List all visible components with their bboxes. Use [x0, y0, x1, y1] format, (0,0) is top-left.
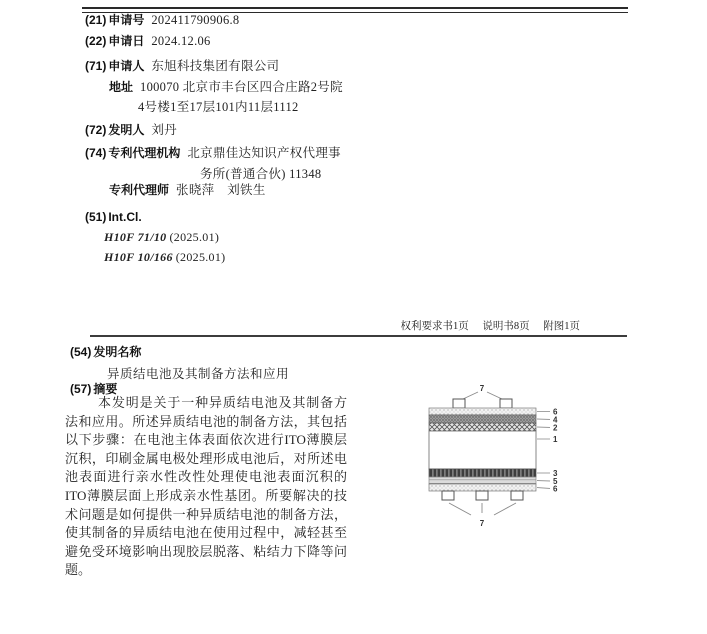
abstract-line: 法和应用。所述异质结电池的制备方法，其包括 — [65, 413, 347, 429]
pages-note — [380, 318, 580, 333]
field-invention-title — [70, 345, 148, 359]
layer-6-bottom — [429, 484, 536, 491]
applicant-name: 东旭科技集团有限公司 — [151, 59, 280, 73]
top-electrodes-label: 7 — [479, 384, 485, 393]
ipc-class-1-date: (2025.01) — [169, 230, 220, 244]
agency-name-line2: 务所(普通合伙) 11348 — [200, 167, 322, 181]
invention-title: 异质结电池及其制备方法和应用 — [107, 367, 290, 381]
leader-layer-2 — [537, 427, 550, 428]
layer-3 — [429, 469, 536, 477]
abstract-line: 以下步骤：在电池主体表面依次进行ITO薄膜层 — [65, 432, 347, 448]
bottom-electrode-3 — [511, 491, 523, 500]
layer-1-body — [429, 431, 536, 469]
field-label-invention-title: 发明名称 — [93, 345, 142, 359]
layer-2 — [429, 423, 536, 431]
layer-6-top-label: 6 — [553, 407, 558, 417]
filing-date-value: 2024.12.06 — [151, 34, 211, 48]
leader-bottom-right — [494, 503, 516, 515]
abstract-text — [65, 394, 347, 580]
layer-1-label: 1 — [553, 435, 558, 444]
description-pages: 说明书8页 — [482, 321, 530, 332]
bottom-electrodes-label: 7 — [479, 519, 485, 528]
leader-top-left — [463, 392, 478, 399]
abstract-line: ITO薄膜层面上形成亲水性基团。所要解决的技 — [65, 487, 347, 503]
inid-code-57: (57) — [70, 382, 92, 396]
field-inventor — [85, 123, 177, 137]
leader-top-right — [487, 392, 502, 399]
field-label-inventor: 发明人 — [108, 123, 145, 137]
field-application-number — [85, 13, 239, 27]
layer-5 — [429, 477, 536, 484]
claims-pages: 权利要求书1页 — [400, 321, 469, 332]
field-label-application-number: 申请号 — [108, 13, 145, 27]
abstract-line: 术问题是如何提供一种异质结电池的制备方法， — [65, 506, 347, 522]
field-label-agency: 专利代理机构 — [108, 146, 181, 160]
inventor-name: 刘丹 — [151, 123, 177, 137]
layer-6-top — [429, 408, 536, 415]
bottom-electrode-2 — [476, 491, 488, 500]
field-int-cl — [85, 210, 149, 224]
ipc-class-2-code: H10F 10/166 — [104, 250, 173, 264]
field-label-address: 地址 — [109, 80, 134, 94]
applicant-address-line1: 100070 北京市丰台区四合庄路2号院 — [140, 80, 343, 94]
field-filing-date — [85, 34, 211, 48]
agent-names: 张晓萍 刘铁生 — [176, 183, 266, 197]
layer-2-label: 2 — [553, 423, 558, 433]
leader-layer-4 — [537, 419, 550, 420]
field-agency — [85, 146, 341, 160]
cell-layer-diagram — [427, 377, 607, 529]
layer-4-label: 4 — [553, 415, 558, 425]
inid-code-54: (54) — [70, 345, 92, 359]
field-label-int-cl: Int.Cl. — [108, 210, 142, 224]
leader-layer-5 — [537, 481, 550, 482]
layer-3-label: 3 — [553, 469, 558, 478]
mid-rule — [90, 335, 627, 337]
abstract-line: 本发明是关于一种异质结电池及其制备方 — [98, 395, 347, 410]
patent-figure — [427, 377, 607, 529]
agency-name-line1: 北京鼎佳达知识产权代理事 — [187, 146, 341, 160]
inid-code-21: (21) — [85, 13, 107, 27]
field-applicant — [85, 59, 279, 73]
field-label-abstract: 摘要 — [93, 382, 118, 396]
abstract-line: 池表面进行亲水性改性处理使电池表面沉积的 — [65, 469, 347, 485]
inid-code-71: (71) — [85, 59, 107, 73]
field-applicant-address — [107, 80, 343, 94]
inid-code-74: (74) — [85, 146, 107, 160]
ipc-class-2 — [104, 250, 225, 265]
leader-bottom-left — [449, 503, 471, 515]
top-electrode-1 — [453, 399, 465, 408]
drawings-pages: 附图1页 — [543, 321, 580, 332]
application-number-value: 202411790906.8 — [151, 13, 240, 27]
inid-code-51: (51) — [85, 210, 107, 224]
inid-code-72: (72) — [85, 123, 107, 137]
abstract-line: 避免受环境影响出现胶层脱落、粘结力下降等问 — [65, 543, 347, 559]
leader-layer-6-bottom — [537, 488, 550, 489]
field-label-filing-date: 申请日 — [108, 34, 145, 48]
inid-code-22: (22) — [85, 34, 107, 48]
applicant-address-line2: 4号楼1至17层101内11层1112 — [138, 100, 299, 114]
ipc-class-1-code: H10F 71/10 — [104, 230, 167, 244]
field-agent — [107, 183, 266, 197]
ipc-class-2-date: (2025.01) — [175, 250, 226, 264]
layer-4 — [429, 415, 536, 423]
field-label-applicant: 申请人 — [108, 59, 145, 73]
abstract-line: 题。 — [65, 562, 92, 578]
ipc-class-1 — [104, 230, 219, 245]
abstract-line: 使其制备的异质结电池在使用过程中，减轻甚至 — [65, 525, 347, 541]
bottom-electrode-1 — [442, 491, 454, 500]
top-electrode-2 — [500, 399, 512, 408]
field-label-agent: 专利代理师 — [109, 183, 170, 197]
layer-6-bottom-label: 6 — [553, 484, 558, 494]
abstract-line: 沉积，印刷金属电极处理形成电池后，对所述电 — [65, 450, 347, 466]
layer-5-label: 5 — [553, 477, 558, 486]
